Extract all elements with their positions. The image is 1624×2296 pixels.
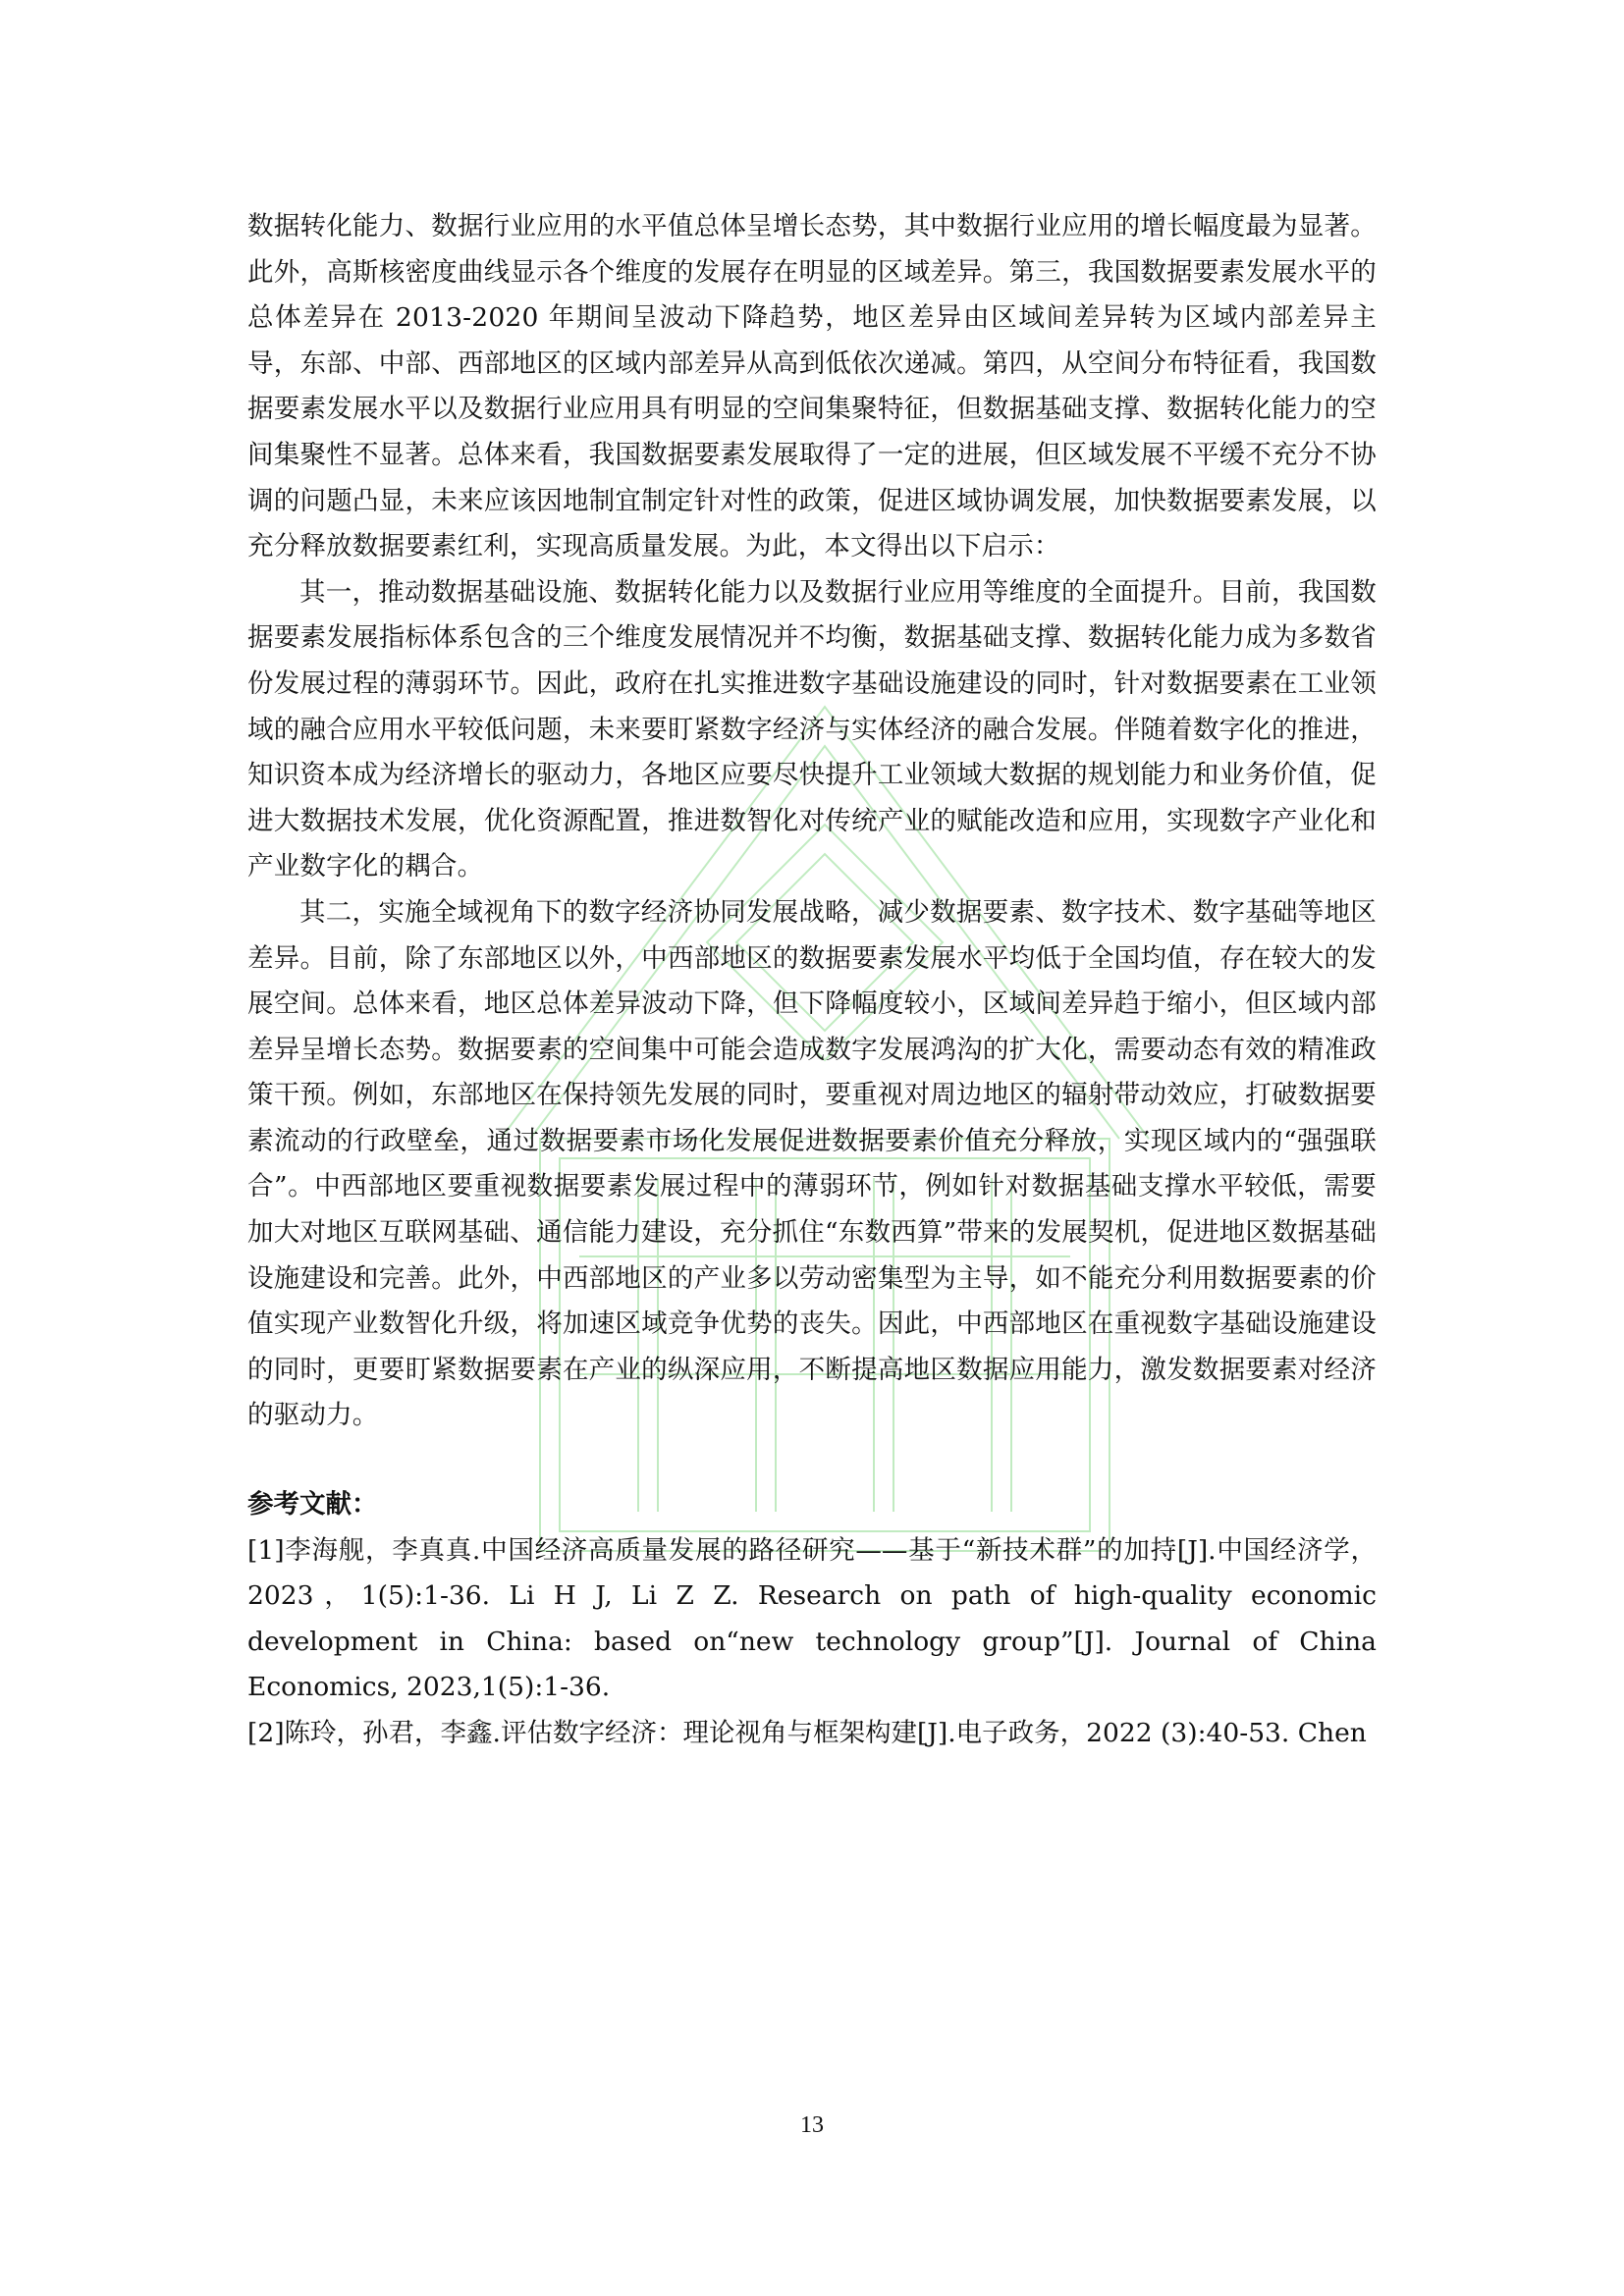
paragraph-implication-one: 其一，推动数据基础设施、数据转化能力以及数据行业应用等维度的全面提升。目前，我国数据要素发展指标体系包含的三个维度发展情况并不均衡，数据基础支撑、数据转化能力成为多数省份发展过程的薄弱环节。因此，政府在扎实推进数字基础设施建设的同时，针对数据要素在工业领域的融合应用水平较低问题，未来要盯紧数字经济与实体经济的融合发展。伴随着数字化的推进，知识资本成为经济增长的驱动力，各地区应要尽快提升工业领域大数据的规划能力和业务价值，促进大数据技术发展，优化资源配置，推进数智化对传统产业的赋能改造和应用，实现数字产业化和产业数字化的耦合。 xyxy=(247,576,1377,882)
paragraph-implication-two: 其二，实施全域视角下的数字经济协同发展战略，减少数据要素、数字技术、数字基础等地区差异。目前，除了东部地区以外，中西部地区的数据要素发展水平均低于全国均值，存在较大的发展空间。总体来看，地区总体差异波动下降，但下降幅度较小，区域间差异趋于缩小，但区域内部差异呈增长态势。数据要素的空间集中可能会造成数字发展鸿沟的扩大化，需要动态有效的精准政策干预。例如，东部地区在保持领先发展的同时，要重视对周边地区的辐射带动效应，打破数据要素流动的行政壁垒，通过数据要素市场化发展促进数据要素价值充分释放，实现区域内的“强强联合”。中西部地区要重视数据要素发展过程中的薄弱环节，例如针对数据基础支撑水平较低，需要加大对地区互联网基础、通信能力建设，充分抓住“东数西算”带来的发展契机，促进地区数据基础设施建设和完善。此外，中西部地区的产业多以劳动密集型为主导，如不能充分利用数据要素的价值实现产业数智化升级，将加速区域竞争优势的丧失。因此，中西部地区在重视数字基础设施建设的同时，更要盯紧数据要素在产业的纵深应用，不断提高地区数据应用能力，激发数据要素对经济的驱动力。 xyxy=(247,896,1377,1431)
paragraph-conclusion: 数据转化能力、数据行业应用的水平值总体呈增长态势，其中数据行业应用的增长幅度最为显著。此外，高斯核密度曲线显示各个维度的发展存在明显的区域差异。第三，我国数据要素发展水平的总体差异在 2013-2020 年期间呈波动下降趋势，地区差异由区域间差异转为区域内部差异主导，东部、中部、西部地区的区域内部差异从高到低依次递减。第四，从空间分布特征看，我国数据要素发展水平以及数据行业应用具有明显的空间集聚特征，但数据基础支撑、数据转化能力的空间集聚性不显著。总体来看，我国数据要素发展取得了一定的进展，但区域发展不平缓不充分不协调的问题凸显，未来应该因地制宜制定针对性的政策，促进区域协调发展，加快数据要素发展，以充分释放数据要素红利，实现高质量发展。为此，本文得出以下启示： xyxy=(247,211,1377,562)
page-number: 13 xyxy=(800,2112,824,2138)
reference-item: [1]李海舰，李真真.中国经济高质量发展的路径研究——基于“新技术群”的加持[J].中国经济学，2023，1(5):1-36. Li H J, Li Z Z. Research on path of high-quality economic development in China: based on“new technology group”[J]. Journal of China Economics, 2023,1(5):1-36. xyxy=(247,1534,1377,1703)
body-text xyxy=(247,204,1377,1757)
reference-item: [2]陈玲，孙君，李鑫.评估数字经济：理论视角与框架构建[J].电子政务，2022 (3):40-53. Chen xyxy=(247,1718,1367,1748)
references-heading: 参考文献： xyxy=(247,1489,378,1521)
